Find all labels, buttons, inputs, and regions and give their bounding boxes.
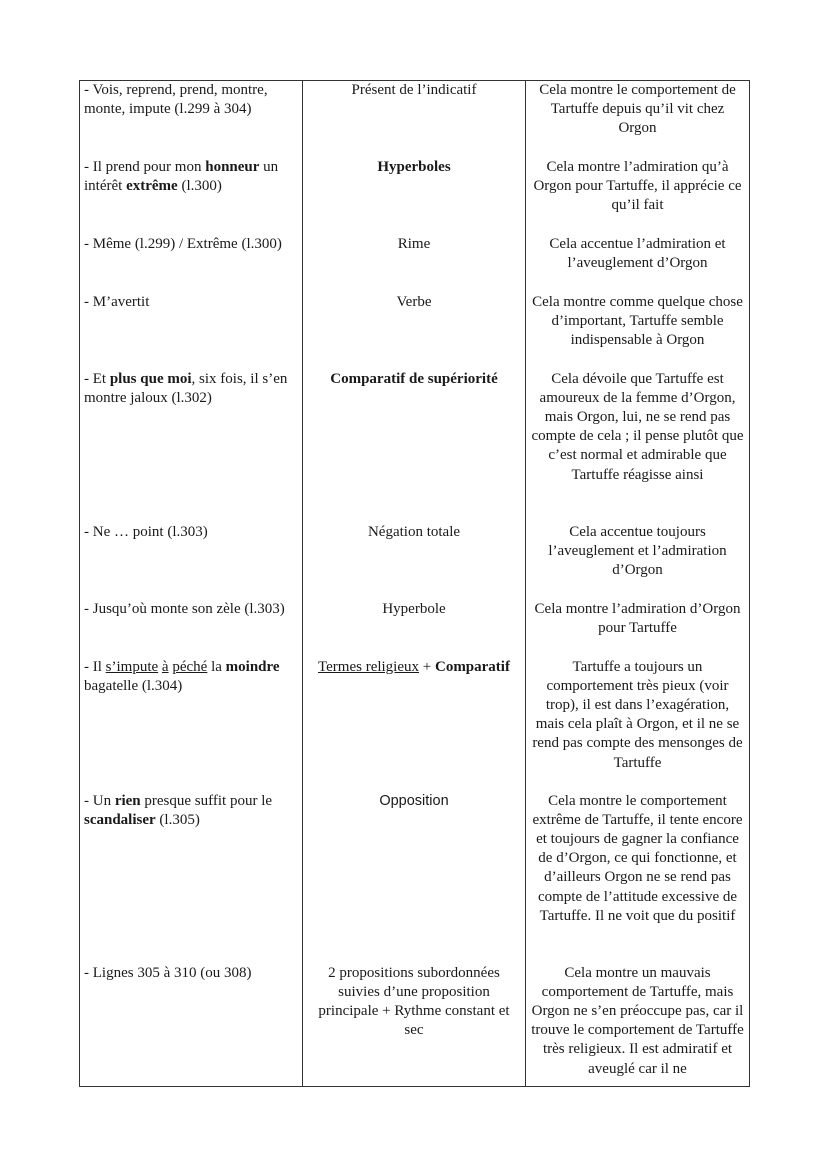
text-segment: la — [207, 658, 226, 675]
text-segment: Présent de l’indicatif — [351, 82, 477, 98]
text-segment: - Il — [84, 658, 106, 675]
text-segment: bagatelle (l.304) — [84, 677, 183, 694]
effect-cell: Cela montre le comportement extrême de Tartuffe, il tente encore et toujours de gagner la confiance de d’Orgon, ce qui fonctionne, et d’ailleurs Orgon ne se rend pas compte de l’attitude excessive de Tartuffe. Il ne voit que du positif — [526, 792, 750, 964]
figure-cell — [303, 964, 526, 1087]
text-segment: - Lignes 305 à 310 (ou 308) — [84, 964, 252, 981]
effect-cell: Cela montre comme quelque chose d’important, Tartuffe semble indispensable à Orgon — [526, 293, 750, 370]
text-segment: presque suffit pour le — [140, 792, 273, 809]
text-segment: - Ne … point (l.303) — [84, 523, 208, 540]
bold-text: Hyperboles — [377, 158, 451, 175]
figure-cell — [303, 600, 526, 658]
figure-cell — [303, 792, 526, 964]
table-row — [80, 235, 750, 293]
text-segment: (l.300) — [177, 177, 222, 194]
table-row — [80, 658, 750, 792]
bold-text: rien — [114, 792, 141, 809]
bold-text: honneur — [205, 158, 260, 175]
figure-cell — [303, 235, 526, 293]
text-segment: Verbe — [396, 293, 432, 310]
text-segment: un intérêt — [84, 158, 279, 194]
quote-cell — [80, 964, 303, 1087]
text-segment: Rime — [397, 235, 431, 252]
effect-cell: Cela accentue l’admiration et l’aveuglement d’Orgon — [526, 235, 750, 293]
table-row — [80, 964, 750, 1087]
quote-cell — [80, 293, 303, 370]
text-segment: - Et — [84, 370, 110, 387]
bold-text: Comparatif — [434, 658, 510, 675]
quote-cell — [80, 523, 303, 600]
effect-cell: Cela montre l’admiration d’Orgon pour Tartuffe — [526, 600, 750, 658]
table-row — [80, 81, 750, 158]
table-row — [80, 158, 750, 235]
table-row — [80, 523, 750, 600]
figure-cell — [303, 658, 526, 792]
bold-text: scandaliser — [84, 811, 156, 828]
quote-cell — [80, 235, 303, 293]
text-segment: Négation totale — [367, 523, 461, 540]
table-row — [80, 370, 750, 523]
quote-cell — [80, 792, 303, 964]
table-row — [80, 600, 750, 658]
quote-cell — [80, 600, 303, 658]
text-segment: - Jusqu’où monte son zèle (l.303) — [84, 600, 285, 617]
text-segment: (l.305) — [155, 811, 200, 828]
text-segment: + — [419, 658, 435, 675]
figure-cell — [303, 158, 526, 235]
text-segment: , six fois, il s’en montre jaloux (l.302) — [84, 370, 288, 406]
underlined-text: s’impute — [105, 658, 159, 675]
text-segment: - Il prend pour mon — [84, 158, 206, 175]
figure-cell — [303, 81, 526, 158]
bold-text: moindre — [225, 658, 280, 675]
underlined-text: à — [161, 658, 169, 675]
effect-cell: Cela montre l’admiration qu’à Orgon pour Tartuffe, il apprécie ce qu’il fait — [526, 158, 750, 235]
effect-cell: Cela accentue toujours l’aveuglement et l’admiration d’Orgon — [526, 523, 750, 600]
figure-cell — [303, 293, 526, 370]
quote-cell — [80, 81, 303, 158]
effect-cell: Cela montre un mauvais comportement de Tartuffe, mais Orgon ne s’en préoccupe pas, car il trouve le comportement de Tartuffe très religieux. Il est admiratif et aveuglé car il ne — [526, 964, 750, 1087]
underlined-text: Termes religieux — [318, 658, 420, 675]
figure-cell — [303, 370, 526, 523]
quote-cell — [80, 370, 303, 523]
analysis-table — [79, 80, 750, 1087]
quote-cell — [80, 658, 303, 792]
bold-text: Comparatif de supériorité — [330, 370, 498, 387]
figure-cell — [303, 523, 526, 600]
table-row — [80, 293, 750, 370]
bold-text: extrême — [126, 177, 178, 194]
text-segment: Hyperbole — [382, 600, 446, 617]
text-segment: - Un — [84, 792, 115, 809]
effect-cell: Cela dévoile que Tartuffe est amoureux de la femme d’Orgon, mais Orgon, lui, ne se rend pas compte de cela ; il pense plutôt que c’est normal et admirable que Tartuffe réagisse ainsi — [526, 370, 750, 523]
underlined-text: péché — [172, 658, 208, 675]
text-segment: - M’avertit — [84, 293, 150, 310]
bold-text: plus que moi — [109, 370, 192, 387]
effect-cell: Tartuffe a toujours un comportement très pieux (voir trop), il est dans l’exagération, mais cela plaît à Orgon, et il ne se rend pas compte des mensonges de Tartuffe — [526, 658, 750, 792]
effect-cell: Cela montre le comportement de Tartuffe depuis qu’il vit chez Orgon — [526, 81, 750, 158]
table-row — [80, 792, 750, 964]
text-segment: Opposition — [379, 792, 449, 809]
text-segment: - Vois, reprend, prend, montre, monte, impute (l.299 à 304) — [84, 82, 268, 118]
quote-cell — [80, 158, 303, 235]
text-segment: - Même (l.299) / Extrême (l.300) — [84, 235, 282, 252]
text-segment: 2 propositions subordonnées suivies d’une proposition principale + Rythme constant et sec — [318, 964, 510, 1039]
